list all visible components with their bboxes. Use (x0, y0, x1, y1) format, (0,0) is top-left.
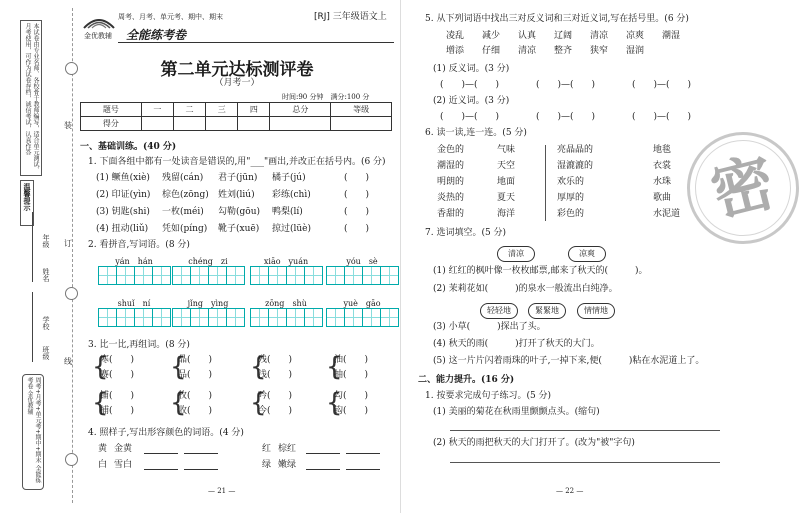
cut-line (72, 8, 73, 503)
pinyin-group[interactable]: jǐng yìng (172, 298, 244, 327)
answer-blank[interactable] (346, 469, 380, 470)
match-item[interactable]: 炎热的 (437, 193, 465, 203)
q5-antonym-row (440, 80, 710, 92)
match-item[interactable]: 天空 (497, 161, 516, 171)
q6-matching (437, 145, 717, 225)
label-class: 班级 (42, 346, 50, 360)
compare-item[interactable]: 钩( ) (334, 406, 369, 416)
answer-line[interactable] (450, 462, 720, 463)
secret-stamp: 密 (675, 120, 800, 256)
q5-word-bank (446, 31, 686, 61)
match-item[interactable]: 欢乐的 (557, 177, 585, 187)
compare-item[interactable]: 捕( ) (100, 406, 135, 416)
match-item[interactable]: 湿漉漉的 (557, 161, 594, 171)
compare-item[interactable]: 勾( ) (334, 391, 369, 401)
score-header-cell: 题号 (81, 103, 142, 117)
word-bank-item: 辽阔 (554, 31, 573, 41)
match-item[interactable]: 地毯 (653, 145, 672, 155)
compare-item[interactable]: 残( ) (258, 355, 293, 365)
pinyin-group[interactable]: shuǐ ní (98, 298, 170, 327)
compare-item[interactable]: 寒( ) (100, 355, 135, 365)
match-item[interactable]: 水珠 (653, 177, 672, 187)
score-row-label: 得分 (81, 117, 142, 131)
match-item[interactable]: 地面 (497, 177, 516, 187)
match-item[interactable]: 水泥道 (653, 209, 681, 219)
answer-line[interactable] (450, 430, 720, 431)
q7-s5: (5) 这一片片闪着雨珠的叶子,一掉下来,便( )粘在水泥道上了。 (433, 356, 705, 366)
word-bank-item: 清凉 (518, 46, 537, 56)
q1-text: 1. 下面各组中都有一处读音是错误的,用"___"画出,并改正在括号内。(6 分) (88, 157, 386, 167)
q1-word: 残留(cán) (162, 173, 204, 183)
match-item[interactable]: 香甜的 (437, 209, 465, 219)
compare-item[interactable]: 油( ) (334, 355, 369, 365)
q4-text: 4. 照样子,写出形容颜色的词语。(4 分) (88, 428, 244, 438)
q6-text: 6. 读一读,连一连。(5 分) (425, 128, 527, 138)
q1-word: 鸭梨(lí) (272, 207, 303, 217)
match-item[interactable]: 潮湿的 (437, 161, 465, 171)
section1-title: 一、基础训练。(40 分) (80, 142, 177, 152)
word-bank-item: 湿润 (626, 46, 645, 56)
q5-synonym-row (440, 112, 710, 124)
compare-item[interactable]: 牧( ) (178, 391, 213, 401)
match-item[interactable]: 明朗的 (437, 177, 465, 187)
score-header-cell: 一 (141, 103, 173, 117)
color-word: 白 (98, 460, 108, 470)
header-series: 周考、月考、单元考、期中、期末 (118, 13, 223, 21)
cut-mark-3: 线 (64, 357, 72, 366)
q7-s2: (2) 茉莉花如( )的泉水一般流出白纯净。 (433, 284, 618, 294)
q7-s1: (1) 红红的枫叶像一枚枚邮票,邮来了秋天的( )。 (433, 266, 648, 276)
page-number-right: — 22 — (556, 487, 584, 495)
compare-item[interactable]: 抽( ) (334, 370, 369, 380)
choice-bubble: 凉爽 (568, 246, 606, 262)
compare-item[interactable]: 浅( ) (258, 370, 293, 380)
pair-slot[interactable]: ( )—( ) (536, 112, 596, 122)
q1-answer-slot[interactable]: ( ) (344, 207, 370, 217)
match-item[interactable]: 金色的 (437, 145, 465, 155)
score-table (80, 102, 392, 131)
header-brand: 全能练考卷 (126, 28, 187, 42)
choice-bubble: 緊緊地 (528, 303, 566, 319)
answer-blank[interactable] (184, 469, 218, 470)
q1-word: 掠过(lüè) (272, 224, 312, 234)
word-bank-item: 认真 (518, 31, 537, 41)
score-cell[interactable] (173, 117, 205, 131)
exam-title: 第二单元达标测评卷 (160, 60, 314, 80)
q7-s3: (3) 小草( )探出了头。 (433, 322, 546, 332)
word-bank-item: 凌乱 (446, 31, 465, 41)
q1-answer-slot[interactable]: ( ) (344, 224, 370, 234)
s2-q1-text: 1. 按要求完成句子练习。(5 分) (425, 391, 552, 401)
pinyin-group[interactable]: yóu sè (326, 256, 398, 285)
q1-word: (4) 扭动(liǔ) (96, 224, 149, 234)
publisher-logo-text: 金优教辅 (84, 32, 112, 40)
page-divider (400, 0, 401, 513)
score-cell[interactable] (270, 117, 331, 131)
q1-word: 姓刘(liú) (218, 190, 255, 200)
pinyin-group[interactable]: yuè gāo (326, 298, 398, 327)
section2-title: 二、能力提升。(16 分) (418, 375, 515, 385)
binding-hole (65, 453, 78, 466)
color-word: 黄 (98, 444, 108, 454)
binding-strip (18, 12, 60, 500)
cut-mark-2: 订 (64, 239, 72, 248)
q5-sub2: (2) 近义词。(3 分) (433, 96, 510, 106)
compare-item[interactable]: 今( ) (258, 406, 293, 416)
score-cell[interactable] (331, 117, 392, 131)
compare-item[interactable]: 晶( ) (178, 355, 213, 365)
q1-word: 君子(jūn) (218, 173, 258, 183)
choice-bubble: 清凉 (497, 246, 535, 262)
color-word: 红 (262, 444, 272, 454)
color-word: 棕红 (278, 444, 297, 454)
q1-word: (1) 鳜鱼(xiè) (96, 173, 150, 183)
score-header-cell: 三 (206, 103, 238, 117)
q3-pairs: { 寒( ) 赛( ) { 晶( ) 品( ) { 残( ) 浅( ) { 油( ) 抽( ) { 铺( ) 捕( ) { 牧( ) 收( ) { 吟( ) 今( ) { 勾( ) 钩( ) (92, 352, 369, 418)
q2-text: 2. 看拼音,写词语。(8 分) (88, 240, 190, 250)
label-name: 姓名 (42, 268, 50, 282)
pair-slot[interactable]: ( )—( ) (440, 112, 500, 122)
q1-word: 勾勒(gōu) (218, 207, 260, 217)
word-bank-item: 增添 (446, 46, 465, 56)
q4-rows (98, 444, 388, 474)
q5-text: 5. 从下列词语中找出三对反义词和三对近义词,写在括号里。(6 分) (425, 14, 689, 24)
color-word: 金黄 (114, 444, 133, 454)
binding-banner: 周考+月考+单元考+期中+期末 全能练考卷 金优教辅 (22, 374, 44, 490)
color-word: 雪白 (114, 460, 133, 470)
q1-rows (96, 173, 386, 241)
choice-bubble: 情情地 (577, 303, 615, 319)
answer-blank[interactable] (144, 469, 178, 470)
score-header-cell: 四 (238, 103, 270, 117)
match-item[interactable]: 海洋 (497, 209, 516, 219)
page-number-left: — 21 — (208, 487, 236, 495)
label-grade: 年级 (42, 234, 50, 248)
pinyin-group[interactable]: chéng zi (172, 256, 244, 285)
word-bank-item: 清凉 (590, 31, 609, 41)
q5-sub1: (1) 反义词。(3 分) (433, 64, 510, 74)
notice-title: 温馨提示 (20, 180, 34, 226)
cut-mark-1: 装 (64, 121, 72, 130)
binding-hole (65, 62, 78, 75)
match-item[interactable]: 衣裳 (653, 161, 672, 171)
match-item[interactable]: 亮晶晶的 (557, 145, 594, 155)
score-header-cell: 等级 (331, 103, 392, 117)
color-word: 嫩绿 (278, 460, 297, 470)
q1-word: (2) 印证(yìn) (96, 190, 151, 200)
match-item[interactable]: 厚厚的 (557, 193, 585, 203)
word-bank-item: 仔细 (482, 46, 501, 56)
q1-word: 一枚(méi) (162, 207, 204, 217)
q1-word: (3) 钥匙(shi) (96, 207, 150, 217)
answer-blank[interactable] (184, 453, 218, 454)
q1-answer-slot[interactable]: ( ) (344, 173, 370, 183)
q1-word: 棕色(zōng) (162, 190, 209, 200)
pair-slot[interactable]: ( )—( ) (632, 112, 692, 122)
choice-bubble: 轻轻地 (480, 303, 518, 319)
exam-subtitle: （月考一） (214, 78, 260, 88)
score-header-cell: 二 (173, 103, 205, 117)
compare-item[interactable]: 吟( ) (258, 391, 293, 401)
answer-blank[interactable] (306, 453, 340, 454)
answer-blank[interactable] (346, 453, 380, 454)
pinyin-group[interactable]: zōng shù (250, 298, 322, 327)
match-item[interactable]: 夏天 (497, 193, 516, 203)
word-bank-item: 狭窄 (590, 46, 609, 56)
answer-blank[interactable] (306, 469, 340, 470)
q1-word: 凭如(píng) (162, 224, 208, 234)
word-bank-item: 减少 (482, 31, 501, 41)
label-school: 学校 (42, 316, 50, 330)
score-cell[interactable] (238, 117, 270, 131)
match-item[interactable]: 歌曲 (653, 193, 672, 203)
q3-text: 3. 比一比,再组词。(8 分) (88, 340, 190, 350)
s2-s1: (1) 美丽的菊花在秋雨里颤颤点头。(缩句) (433, 407, 600, 417)
pinyin-group[interactable]: xiāo yuán (250, 256, 322, 285)
pair-slot[interactable]: ( )—( ) (440, 80, 500, 90)
color-word: 绿 (262, 460, 272, 470)
pair-slot[interactable]: ( )—( ) (632, 80, 692, 90)
score-header-cell: 总分 (270, 103, 331, 117)
score-cell[interactable] (141, 117, 173, 131)
word-bank-item: 凉爽 (626, 31, 645, 41)
q1-answer-slot[interactable]: ( ) (344, 190, 370, 200)
compare-item[interactable]: 品( ) (178, 370, 213, 380)
compare-item[interactable]: 赛( ) (100, 370, 135, 380)
exam-time: 时间:90 分钟 满分:100 分 (282, 93, 370, 101)
match-item[interactable]: 彩色的 (557, 209, 585, 219)
binding-instructions: 本试卷由专业名师、各校骨干教师编写，适合单元测试、月考使用，可作为试卷存档，诚信考试，认真作答 (20, 20, 42, 176)
book-logo-icon (82, 10, 116, 32)
pair-slot[interactable]: ( )—( ) (536, 80, 596, 90)
q1-word: 靴子(xuē) (218, 224, 260, 234)
q1-word: 彩练(chì) (272, 190, 311, 200)
s2-s2: (2) 秋天的雨把秋天的大门打开了。(改为"被"字句) (433, 438, 635, 448)
q7-s4: (4) 秋天的雨( )打开了秋天的大门。 (433, 339, 600, 349)
compare-item[interactable]: 收( ) (178, 406, 213, 416)
q7-text: 7. 选词填空。(5 分) (425, 228, 507, 238)
binding-hole (65, 287, 78, 300)
pinyin-group[interactable]: yán hán (98, 256, 170, 285)
match-item[interactable]: 气味 (497, 145, 516, 155)
header-grade: [RJ] 三年级语文上 (314, 12, 387, 22)
q1-word: 橘子(jú) (272, 173, 306, 183)
word-bank-item: 整齐 (554, 46, 573, 56)
answer-blank[interactable] (144, 453, 178, 454)
word-bank-item: 潮湿 (662, 31, 681, 41)
compare-item[interactable]: 铺( ) (100, 391, 135, 401)
score-cell[interactable] (206, 117, 238, 131)
